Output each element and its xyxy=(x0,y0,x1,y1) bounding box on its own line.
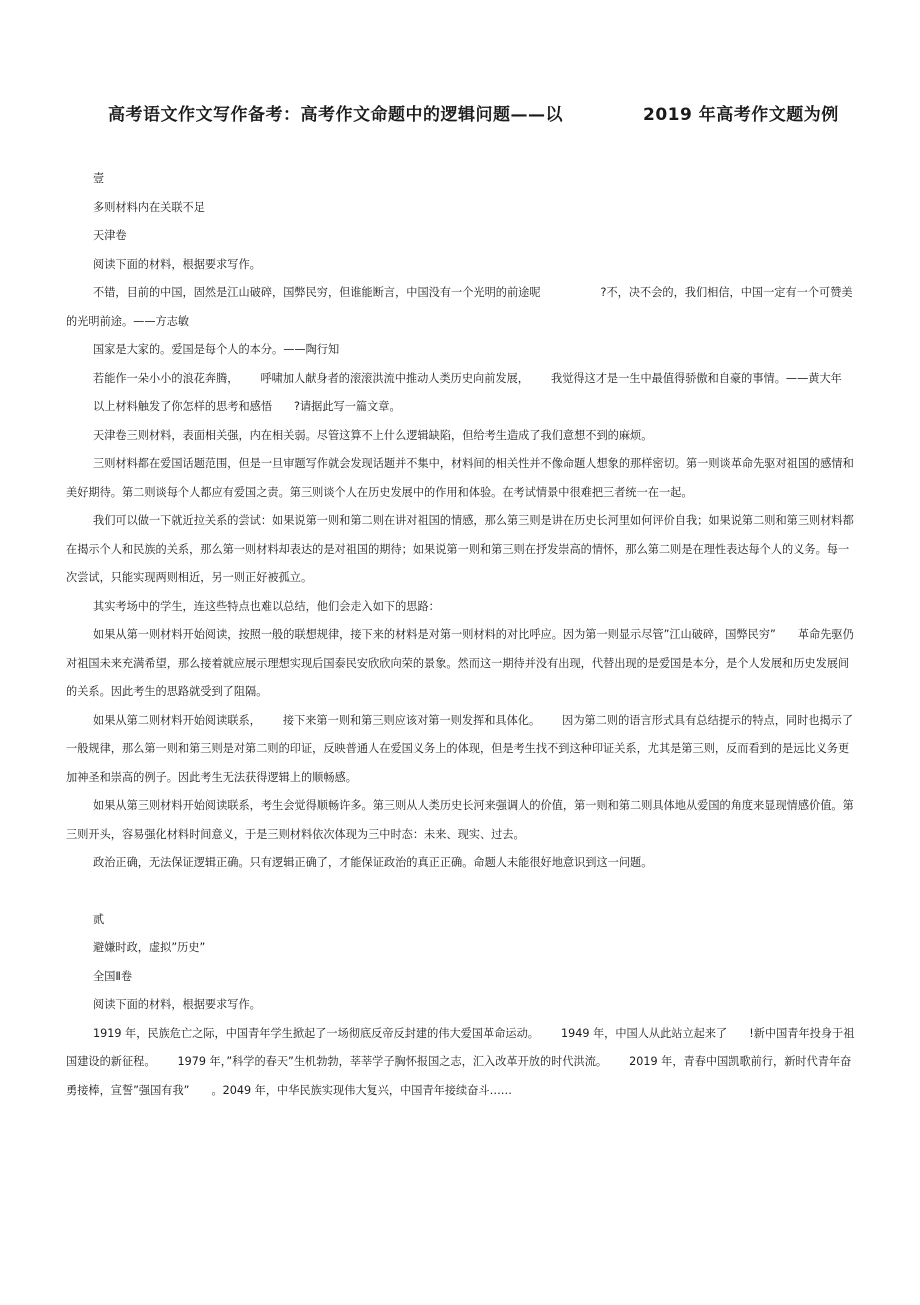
material-3-text-b: 呼啸加人献身者的滚滚洪流中推动人类历史向前发展， xyxy=(260,371,529,385)
material-3-text-c: 我觉得这才是一生中最值得骄傲和自豪的事情。——黄大年 xyxy=(550,371,842,385)
paragraph-text-b: 革命先驱仍对祖国未来充满希望，那么接着就应展示理想实现后国泰民安欣欣向荣的景象。然而这一期待并没有出现，代替出现的是爱国是本分，是个人发展和历史发展间的关系。因此考生的思路就受到了阻隔。 xyxy=(66,628,854,698)
section-number: 贰 xyxy=(93,912,105,926)
paragraph-text-a: 如果从第一则材料开始阅读，按照一般的联想规律，接下来的材料是对第一则材料的对比呼应。因为第一则显示尽管”江山破碎，国弊民穷” xyxy=(93,628,776,641)
material-1-text-a: 不错，目前的中国，固然是江山破碎，国弊民穷，但谁能断言，中国没有一个光明的前途呢 xyxy=(93,286,541,299)
material-1-text-b: ?不，决不会的，我们相信，中国一定有一个可赞美的光明前途。——方志敏 xyxy=(66,286,853,328)
paragraph-text-a: 如果从第二则材料开始阅读联系， xyxy=(93,713,261,727)
section-gap xyxy=(66,878,856,906)
section-number: 壹 xyxy=(93,172,105,185)
material-text-1: 1919 年，民族危亡之际，中国青年学生掀起了一场彻底反帝反封建的伟大爱国革命运动。 xyxy=(93,1026,539,1040)
paragraph: 其实考场中的学生，连这些特点也难以总结，他们会走入如下的思路： xyxy=(93,599,440,613)
section-heading: 避嫌时政，虚拟”历史” xyxy=(93,941,206,954)
exam-label: 全国Ⅱ卷 xyxy=(93,969,133,983)
material-text-5: 2019 年，青春中国凯歌前行，新时代青年奋勇接棒，宣誓”强国有我” xyxy=(66,1055,852,1097)
paragraph: 如果从第三则材料开始阅读联系，考生会觉得顺畅许多。第三则从人类历史长河来强调人的价值，第一则和第二则具体地从爱国的角度来显现情感价值。第三则开头，容易强化材料时间意义，于是三则材料依次体现为三中时态：未来、现实、过去。 xyxy=(66,799,854,841)
material xyxy=(66,1020,856,1106)
material-text-4: 1979 年，”科学的春天”生机勃勃，莘莘学子胸怀报国之志，汇入改革开放的时代洪流。 xyxy=(177,1055,608,1068)
material-text-3: !新中国青年投身于祖国建设的新征程。 xyxy=(66,1026,855,1068)
paragraph: 我们可以做一下就近拉关系的尝试：如果说第一则和第二则在讲对祖国的情感，那么第三则是讲在历史长河里如何评价自我；如果说第二则和第三则材料都在揭示个人和民族的关系，那么第一则材料却表达的是对祖国的期待；如果说第一则和第三则在抒发崇高的情怀，那么第二则是在理性表达每个人的义务。每一次尝试，只能实现两则相近，另一则正好被孤立。 xyxy=(66,514,854,584)
instruction: 阅读下面的材料，根据要求写作。 xyxy=(93,998,261,1011)
document-title xyxy=(108,100,838,125)
material-1 xyxy=(66,279,856,336)
paragraph xyxy=(66,707,856,793)
paragraph-text-b: 接下来第一则和第三则应该对第一则发挥和具体化。 xyxy=(282,713,541,727)
material-text-6: 。2049 年，中华民族实现伟大复兴，中国青年接续奋斗…… xyxy=(211,1083,512,1097)
material-3 xyxy=(66,365,856,394)
instruction: 阅读下面的材料，根据要求写作。 xyxy=(93,257,261,271)
material-2: 国家是大家的。爱国是每个人的本分。——陶行知 xyxy=(93,343,340,356)
title-part-1: 高考语文作文写作备考：高考作文命题中的逻辑问题——以 xyxy=(108,105,563,125)
material-text-2: 1949 年，中国人从此站立起来了 xyxy=(560,1026,728,1040)
paragraph: 政治正确，无法保证逻辑正确。只有逻辑正确了，才能保证政治的真正正确。命题人未能很好地意识到这一问题。 xyxy=(93,856,653,869)
writing-prompt-b: ?请据此写一篇文章。 xyxy=(294,400,401,413)
paragraph: 三则材料都在爱国话题范围，但是一旦审题写作就会发现话题并不集中，材料间的相关性并不像命题人想象的那样密切。第一则谈革命先驱对祖国的感情和美好期待。第二则谈每个人都应有爱国之责。第三则谈个人在历史发展中的作用和体验。在考试情景中很难把三者统一在一起。 xyxy=(66,457,854,499)
material-3-text-a: 若能作一朵小小的浪花奔腾， xyxy=(93,371,239,385)
writing-prompt xyxy=(66,393,856,422)
exam-label: 天津卷 xyxy=(93,229,127,242)
title-part-2: 2019 年高考作文题为例 xyxy=(643,105,839,125)
document-body xyxy=(66,165,856,1105)
paragraph-text-c: 因为第二则的语言形式具有总结提示的特点，同时也揭示了一般规律，那么第一则和第三则是对第二则的印证，反映普通人在爱国义务上的体现，但是考生找不到这种印证关系，尤其是第三则，反而看到的是远比义务更加神圣和崇高的例子。因此考生无法获得逻辑上的顺畅感。 xyxy=(66,713,854,784)
writing-prompt-a: 以上材料触发了你怎样的思考和感悟 xyxy=(93,400,273,413)
paragraph: 天津卷三则材料，表面相关强，内在相关弱。尽管这算不上什么逻辑缺陷，但给考生造成了我们意想不到的麻烦。 xyxy=(93,428,653,442)
section-heading: 多则材料内在关联不足 xyxy=(93,200,205,214)
paragraph xyxy=(66,621,856,707)
